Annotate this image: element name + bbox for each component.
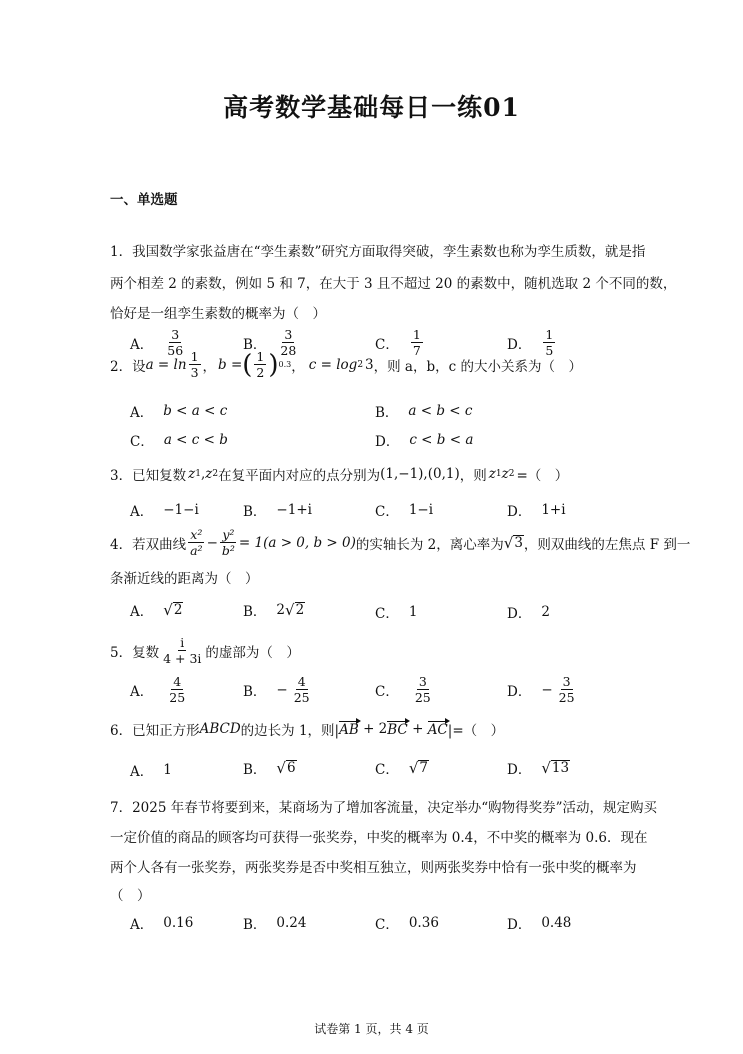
- sqrt-3: √ 3: [503, 533, 523, 552]
- q7-line-1: 7．2025 年春节将要到来，某商场为了增加客流量，决定举办“购物得奖券”活动，规定购买: [110, 800, 658, 816]
- q5-option-b[interactable]: B． − $\frac{4}{25}$: [243, 674, 310, 705]
- q5-stem: 5．复数 $\frac{i}{4 + 3i}$ 的虚部为（ ）: [110, 635, 300, 666]
- q7-line-3: 两个人各有一张奖券，两张奖券是否中奖相互独立，则两张奖券中恰有一张中奖的概率为: [110, 860, 637, 876]
- q1-line-1: 1．我国数学家张益唐在“孪生素数”研究方面取得突破，孪生素数也称为孪生质数，就是指: [110, 244, 646, 260]
- q3-option-b[interactable]: B． −1+i: [243, 502, 312, 520]
- q2-option-c[interactable]: C． a < c < b: [130, 432, 228, 450]
- q1-option-d[interactable]: D． $\frac{1}{5}$: [507, 327, 554, 358]
- q1-option-a[interactable]: A． $\frac{3}{56}$: [130, 327, 184, 358]
- q4-option-b[interactable]: B． 2 √ 2: [243, 601, 305, 620]
- q7-option-b[interactable]: B． 0.24: [243, 915, 307, 933]
- q1-line-2: 两个相差 2 的素数，例如 5 和 7，在大于 3 且不超过 20 的素数中，随机选取 2 个不同的数，: [110, 276, 677, 292]
- q7-line-4: （ ）: [110, 888, 151, 904]
- q2-option-b[interactable]: B． a < b < c: [375, 403, 473, 421]
- fraction: $\frac{3}{56}$: [167, 327, 184, 358]
- q4-stem: 4．若双曲线 $\frac{\text{x²}}{\text{a²}}$ − $\frac{\text{y²}}{\text{b²}}$ = 1(a > 0, b > 0) 的实轴长为 2，离心率为 √ 3 ，则双曲线的左焦点 F 到一: [110, 527, 691, 558]
- q3-option-c[interactable]: C． 1−i: [375, 502, 434, 520]
- q2-option-d[interactable]: D． c < b < a: [375, 432, 474, 450]
- q4-line-2: 条渐近线的距离为（ ）: [110, 571, 259, 587]
- fraction: $\frac{3}{28}$: [280, 327, 297, 358]
- q2-option-a[interactable]: A． b < a < c: [130, 403, 228, 421]
- q3-option-a[interactable]: A． −1−i: [130, 502, 199, 520]
- section-heading: 一、单选题: [110, 192, 178, 208]
- q5-option-d[interactable]: D． − $\frac{3}{25}$: [507, 674, 575, 705]
- q7-line-2: 一定价值的商品的顾客均可获得一张奖券，中奖的概率为 0.4，不中奖的概率为 0.6．现在: [110, 830, 648, 846]
- fraction: $\frac{1}{5}$: [545, 327, 554, 358]
- q1-line-3: 恰好是一组孪生素数的概率为（ ）: [110, 306, 326, 322]
- page-footer: 试卷第 1 页，共 4 页: [314, 1022, 429, 1036]
- q4-option-c[interactable]: C． 1: [375, 604, 418, 622]
- q2-stem: 2．设 a = ln $\frac{1}{3}$ ， b = ( $\frac{1}{2}$ ) 0.3 ， c = log 2 3 ，则 a，b，c 的大小关系为（ ）: [110, 349, 582, 380]
- page-title: 高考数学基础每日一练01: [223, 93, 520, 122]
- q7-option-d[interactable]: D． 0.48: [507, 915, 572, 933]
- q5-option-c[interactable]: C． $\frac{3}{25}$: [375, 674, 431, 705]
- q1-option-c[interactable]: C． $\frac{1}{7}$: [375, 327, 421, 358]
- q5-option-a[interactable]: A． $\frac{4}{25}$: [130, 674, 186, 705]
- q6-option-b[interactable]: B． √ 6: [243, 759, 296, 778]
- q1-option-b[interactable]: B． $\frac{3}{28}$: [243, 327, 297, 358]
- fraction: $\frac{1}{7}$: [412, 327, 421, 358]
- q6-option-a[interactable]: A． 1: [130, 762, 172, 780]
- q3-stem: 3．已知复数 z 1 , z 2 在复平面内对应的点分别为 (1,−1),(0,1) ，则 z 1 z 2 =（ ）: [110, 466, 569, 484]
- q6-stem: 6．已知正方形 ABCD 的边长为 1，则| AB + 2 BC + AC |=（ ）: [110, 721, 505, 739]
- q7-option-a[interactable]: A． 0.16: [130, 915, 194, 933]
- q4-option-a[interactable]: A． √ 2: [130, 601, 183, 620]
- q6-option-c[interactable]: C． √ 7: [375, 759, 428, 778]
- q4-option-d[interactable]: D． 2: [507, 604, 550, 622]
- q3-option-d[interactable]: D． 1+i: [507, 502, 566, 520]
- q6-option-d[interactable]: D． √ 13: [507, 759, 570, 778]
- q7-option-c[interactable]: C． 0.36: [375, 915, 439, 933]
